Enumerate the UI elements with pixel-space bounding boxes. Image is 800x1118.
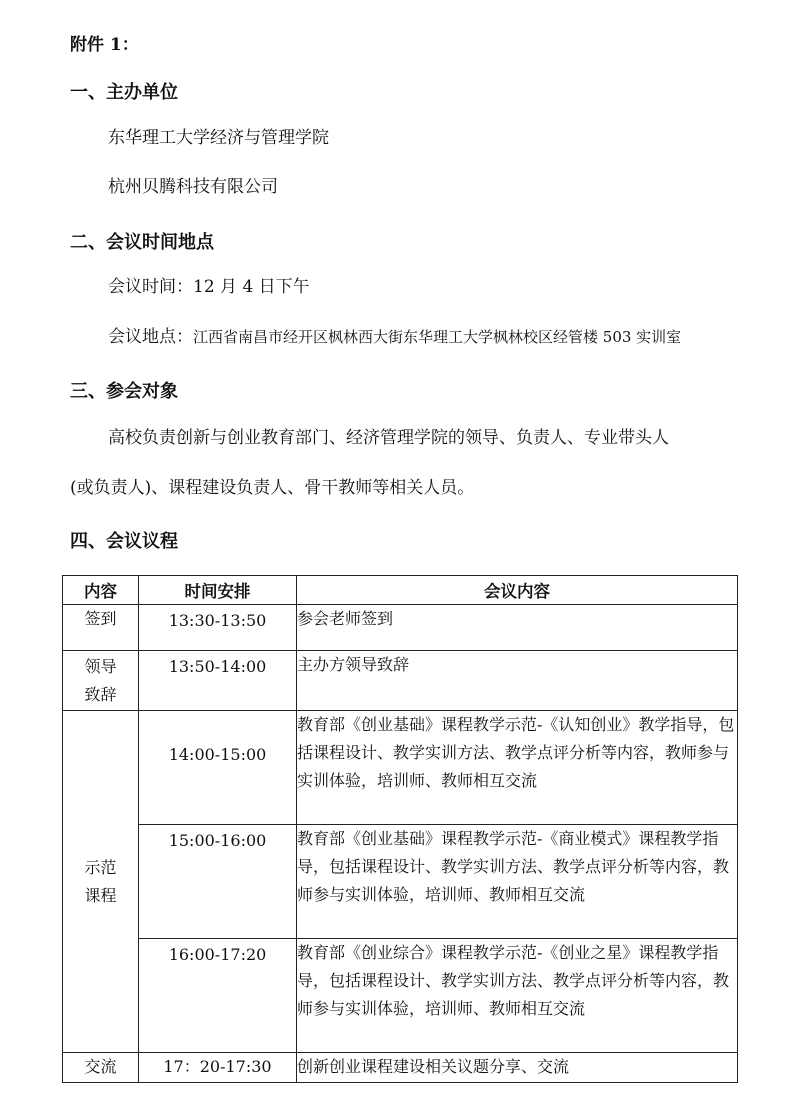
agenda-content: 教育部《创业综合》课程教学示范-《创业之星》课程教学指导，包括课程设计、教学实训方法、教学点评分析等内容，教师参与实训体验，培训师、教师相互交流 <box>297 939 738 1053</box>
section-heading-organizers: 一、主办单位 <box>70 82 178 103</box>
meeting-place <box>108 327 681 347</box>
col-header-item: 内容 <box>63 576 139 605</box>
agenda-content: 参会老师签到 <box>297 605 738 651</box>
agenda-content: 教育部《创业基础》课程教学示范-《认知创业》教学指导，包括课程设计、教学实训方法、教学点评分析等内容，教师参与实训体验，培训师、教师相互交流 <box>297 711 738 825</box>
agenda-item: 签到 <box>63 605 139 651</box>
agenda-content: 教育部《创业基础》课程教学示范-《商业模式》课程教学指导，包括课程设计、教学实训方法、教学点评分析等内容，教师参与实训体验，培训师、教师相互交流 <box>297 825 738 939</box>
attachment-label: 附件 1： <box>70 35 139 55</box>
agenda-item: 交流 <box>63 1053 139 1083</box>
meeting-place-label: 会议地点： <box>108 327 193 347</box>
agenda-time: 16:00-17:20 <box>139 939 297 1053</box>
col-header-content: 会议内容 <box>297 576 738 605</box>
agenda-header-row <box>63 576 738 605</box>
agenda-content: 主办方领导致辞 <box>297 651 738 711</box>
section-heading-time-place: 二、会议时间地点 <box>70 232 214 253</box>
agenda-row <box>63 939 738 1053</box>
agenda-time: 17：20-17:30 <box>139 1053 297 1083</box>
agenda-time: 13:30-13:50 <box>139 605 297 651</box>
section-heading-agenda: 四、会议议程 <box>70 531 178 552</box>
agenda-item: 领导致辞 <box>63 651 139 711</box>
organizer-2: 杭州贝腾科技有限公司 <box>108 177 278 197</box>
meeting-time: 会议时间：12 月 4 日下午 <box>108 277 310 297</box>
agenda-time: 13:50-14:00 <box>139 651 297 711</box>
agenda-row <box>63 605 738 651</box>
agenda-row <box>63 1053 738 1083</box>
organizer-1: 东华理工大学经济与管理学院 <box>108 128 329 148</box>
agenda-table <box>62 575 738 1083</box>
col-header-time: 时间安排 <box>139 576 297 605</box>
agenda-time: 14:00-15:00 <box>139 711 297 825</box>
attendees-line-1: 高校负责创新与创业教育部门、经济管理学院的领导、负责人、专业带头人 <box>108 428 669 448</box>
agenda-row <box>63 825 738 939</box>
agenda-item: 示范课程 <box>63 711 139 1053</box>
agenda-row <box>63 711 738 825</box>
agenda-row <box>63 651 738 711</box>
agenda-time: 15:00-16:00 <box>139 825 297 939</box>
attendees-line-2: (或负责人)、课程建设负责人、骨干教师等相关人员。 <box>70 478 475 498</box>
agenda-content: 创新创业课程建设相关议题分享、交流 <box>297 1053 738 1083</box>
meeting-place-value: 江西省南昌市经开区枫林西大街东华理工大学枫林校区经管楼 503 实训室 <box>193 328 682 346</box>
section-heading-attendees: 三、参会对象 <box>70 381 178 402</box>
